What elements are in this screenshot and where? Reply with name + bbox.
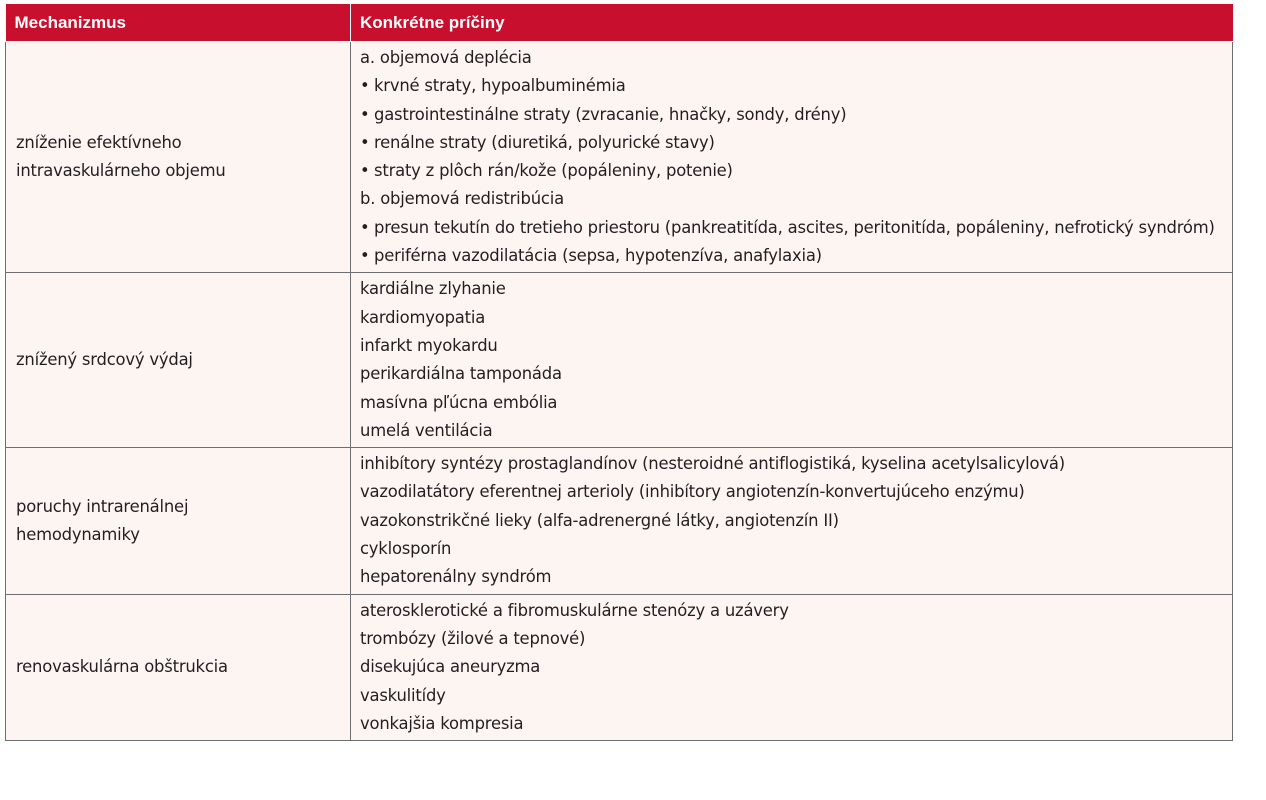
cause-item	[360, 563, 1232, 591]
table-row	[6, 594, 1233, 740]
cause-item	[360, 72, 1232, 100]
cause-text: masívna pľúcna embólia	[360, 392, 558, 412]
mechanism-line: hemodynamiky	[16, 524, 140, 544]
mechanism-cell	[6, 448, 351, 594]
bullet-icon: •	[360, 217, 370, 237]
cause-item	[360, 101, 1232, 129]
cause-item	[360, 535, 1232, 563]
table-header-row	[6, 4, 1233, 42]
mechanism-line: renovaskulárna obštrukcia	[16, 657, 228, 677]
mechanism-line: intravaskulárneho objemu	[16, 161, 226, 181]
cause-item	[360, 157, 1232, 185]
cause-text: a. objemová deplécia	[360, 48, 532, 67]
cause-text: straty z plôch rán/kože (popáleniny, potenie)	[374, 161, 733, 181]
cause-item	[360, 214, 1232, 242]
cause-text: disekujúca aneuryzma	[360, 657, 541, 677]
cause-text: aterosklerotické a fibromuskulárne stenózy a uzávery	[360, 600, 789, 620]
cause-item	[360, 185, 1232, 213]
table-row	[6, 42, 1233, 273]
cause-text: krvné straty, hypoalbuminémia	[374, 76, 626, 96]
causes-cell	[351, 594, 1233, 740]
cause-item	[360, 129, 1232, 157]
causes-cell	[351, 273, 1233, 448]
cause-text: inhibítory syntézy prostaglandínov (nesteroidné antiflogistiká, kyselina acetylsalicylová)	[360, 454, 1065, 474]
cause-item	[360, 625, 1232, 653]
table-body	[6, 42, 1233, 741]
cause-item	[360, 682, 1232, 710]
header-causes: Konkrétne príčiny	[351, 4, 1233, 42]
mechanism-cell	[6, 273, 351, 448]
cause-item	[360, 389, 1232, 417]
mechanism-cell	[6, 42, 351, 273]
cause-item	[360, 417, 1232, 445]
bullet-icon: •	[360, 246, 370, 266]
bullet-icon: •	[360, 76, 370, 96]
header-mechanism: Mechanizmus	[6, 4, 351, 42]
cause-item	[360, 507, 1232, 535]
cause-text: trombózy (žilové a tepnové)	[360, 628, 586, 648]
cause-item	[360, 478, 1232, 506]
causes-cell	[351, 42, 1233, 273]
mechanism-line: znížený srdcový výdaj	[16, 350, 193, 370]
cause-text: infarkt myokardu	[360, 335, 498, 355]
cause-item	[360, 44, 1232, 72]
mechanism-cell	[6, 594, 351, 740]
mechanism-line: poruchy intrarenálnej	[16, 496, 189, 516]
cause-text: umelá ventilácia	[360, 420, 493, 440]
cause-item	[360, 242, 1232, 270]
bullet-icon: •	[360, 161, 370, 181]
cause-item	[360, 710, 1232, 738]
cause-item	[360, 450, 1232, 478]
causes-cell	[351, 448, 1233, 594]
cause-text: cyklosporín	[360, 539, 452, 559]
cause-text: vazodilatátory eferentnej arterioly (inhibítory angiotenzín-konvertujúceho enzýmu)	[360, 482, 1025, 502]
cause-text: vonkajšia kompresia	[360, 713, 524, 733]
cause-item	[360, 304, 1232, 332]
table-row	[6, 273, 1233, 448]
cause-item	[360, 275, 1232, 303]
cause-text: vaskulitídy	[360, 685, 446, 705]
cause-item	[360, 332, 1232, 360]
causes-table	[5, 4, 1233, 741]
cause-text: hepatorenálny syndróm	[360, 567, 552, 587]
cause-text: perikardiálna tamponáda	[360, 364, 562, 384]
cause-text: gastrointestinálne straty (zvracanie, hnačky, sondy, drény)	[374, 104, 847, 124]
table-row	[6, 448, 1233, 594]
bullet-icon: •	[360, 132, 370, 152]
cause-item	[360, 360, 1232, 388]
cause-text: presun tekutín do tretieho priestoru (pankreatitída, ascites, peritonitída, popáleniny, nefrotický syndróm)	[374, 217, 1215, 237]
bullet-icon: •	[360, 104, 370, 124]
cause-text: vazokonstrikčné lieky (alfa-adrenergné látky, angiotenzín II)	[360, 510, 839, 530]
cause-text: b. objemová redistribúcia	[360, 189, 564, 209]
cause-text: renálne straty (diuretiká, polyurické stavy)	[374, 132, 715, 152]
cause-text: kardiálne zlyhanie	[360, 279, 506, 299]
cause-text: periférna vazodilatácia (sepsa, hypotenzíva, anafylaxia)	[374, 246, 822, 266]
cause-text: kardiomyopatia	[360, 307, 486, 327]
mechanism-line: zníženie efektívneho	[16, 132, 182, 152]
cause-item	[360, 653, 1232, 681]
cause-item	[360, 597, 1232, 625]
